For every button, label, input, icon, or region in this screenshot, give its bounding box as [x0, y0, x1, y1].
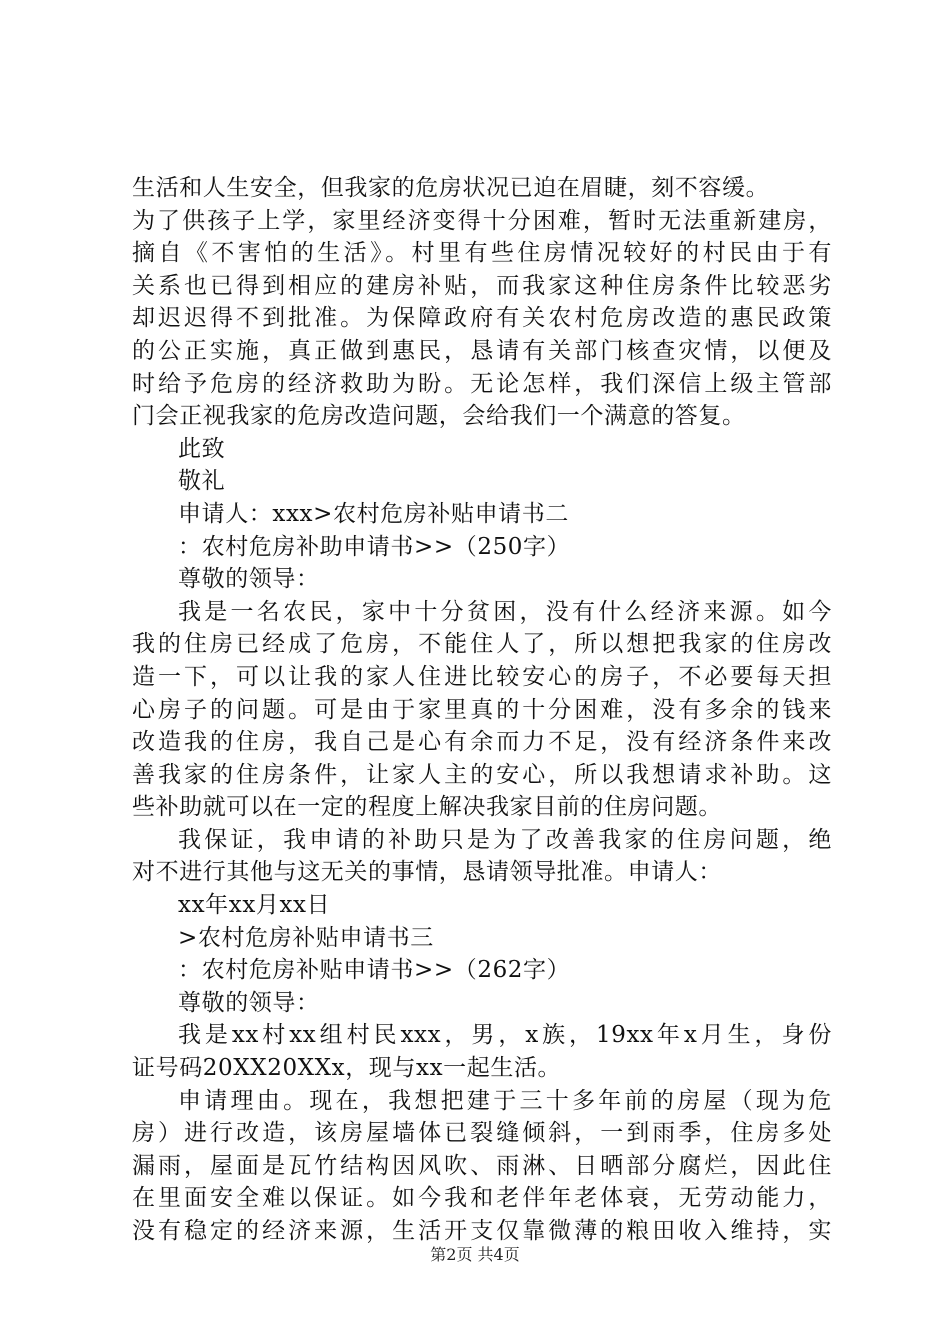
page-footer: 第2页 共4页 — [430, 1245, 520, 1264]
text-line: 摘自《不害怕的生活》。村里有些住房情况较好的村民由于有 — [132, 240, 832, 267]
text-line: 心房子的问题。可是由于家里真的十分困难，没有多余的钱来 — [132, 696, 832, 723]
text-line: 尊敬的领导： — [178, 989, 320, 1016]
text-line: xx年xx月xx日 — [178, 892, 331, 919]
text-line: 对不进行其他与这无关的事情，恳请领导批准。申请人： — [132, 859, 722, 886]
text-line: 在里面安全难以保证。如今我和老伴年老体衰，无劳动能力， — [132, 1185, 832, 1212]
text-line: 改造我的住房，我自己是心有余而力不足，没有经济条件来改 — [132, 729, 832, 756]
text-line: 关系也已得到相应的建房补贴，而我家这种住房条件比较恶劣 — [132, 272, 832, 299]
text-line: 我是一名农民，家中十分贫困，没有什么经济来源。如今 — [178, 598, 832, 625]
text-line: 却迟迟得不到批准。为保障政府有关农村危房改造的惠民政策 — [132, 305, 832, 332]
text-line: 我是xx村xx组村民xxx，男，x族，19xx年x月生，身份 — [178, 1022, 832, 1049]
text-line: 证号码20XX20XXx，现与xx一起生活。 — [132, 1055, 562, 1082]
text-line: 我的住房已经成了危房，不能住人了，所以想把我家的住房改 — [132, 631, 832, 658]
text-line: 尊敬的领导： — [178, 566, 320, 593]
text-line: 为了供孩子上学，家里经济变得十分困难，暂时无法重新建房， — [132, 207, 832, 234]
text-line: 没有稳定的经济来源，生活开支仅靠微薄的粮田收入维持，实 — [132, 1218, 832, 1244]
text-line: 申请人：xxx>农村危房补贴申请书二 — [178, 500, 569, 527]
text-line: >农村危房补贴申请书三 — [178, 924, 434, 951]
text-line: 门会正视我家的危房改造问题，会给我们一个满意的答复。 — [132, 403, 746, 430]
document-body — [132, 172, 832, 1248]
text-line: 时给予危房的经济救助为盼。无论怎样，我们深信上级主管部 — [132, 370, 832, 397]
text-line: 生活和人生安全，但我家的危房状况已迫在眉睫，刻不容缓。 — [132, 175, 770, 201]
text-line: ：农村危房补助申请书>>（250字） — [178, 533, 571, 560]
text-line: 敬礼 — [178, 468, 226, 495]
text-line: 漏雨，屋面是瓦竹结构因风吹、雨淋、日晒部分腐烂，因此住 — [132, 1152, 832, 1179]
text-line: 此致 — [178, 435, 226, 462]
text-line: 申请理由。现在，我想把建于三十多年前的房屋（现为危 — [178, 1087, 832, 1114]
text-line: ：农村危房补贴申请书>>（262字） — [178, 957, 571, 984]
text-line: 些补助就可以在一定的程度上解决我家目前的住房问题。 — [132, 794, 722, 821]
text-line: 造一下，可以让我的家人住进比较安心的房子，不必要每天担 — [132, 663, 832, 690]
text-line: 我保证，我申请的补助只是为了改善我家的住房问题，绝 — [178, 826, 832, 853]
text-line: 的公正实施，真正做到惠民，恳请有关部门核查灾情，以便及 — [132, 337, 832, 364]
text-line: 善我家的住房条件，让家人主的安心，所以我想请求补助。这 — [132, 761, 832, 788]
text-line: 房）进行改造，该房屋墙体已裂缝倾斜，一到雨季，住房多处 — [132, 1120, 832, 1147]
